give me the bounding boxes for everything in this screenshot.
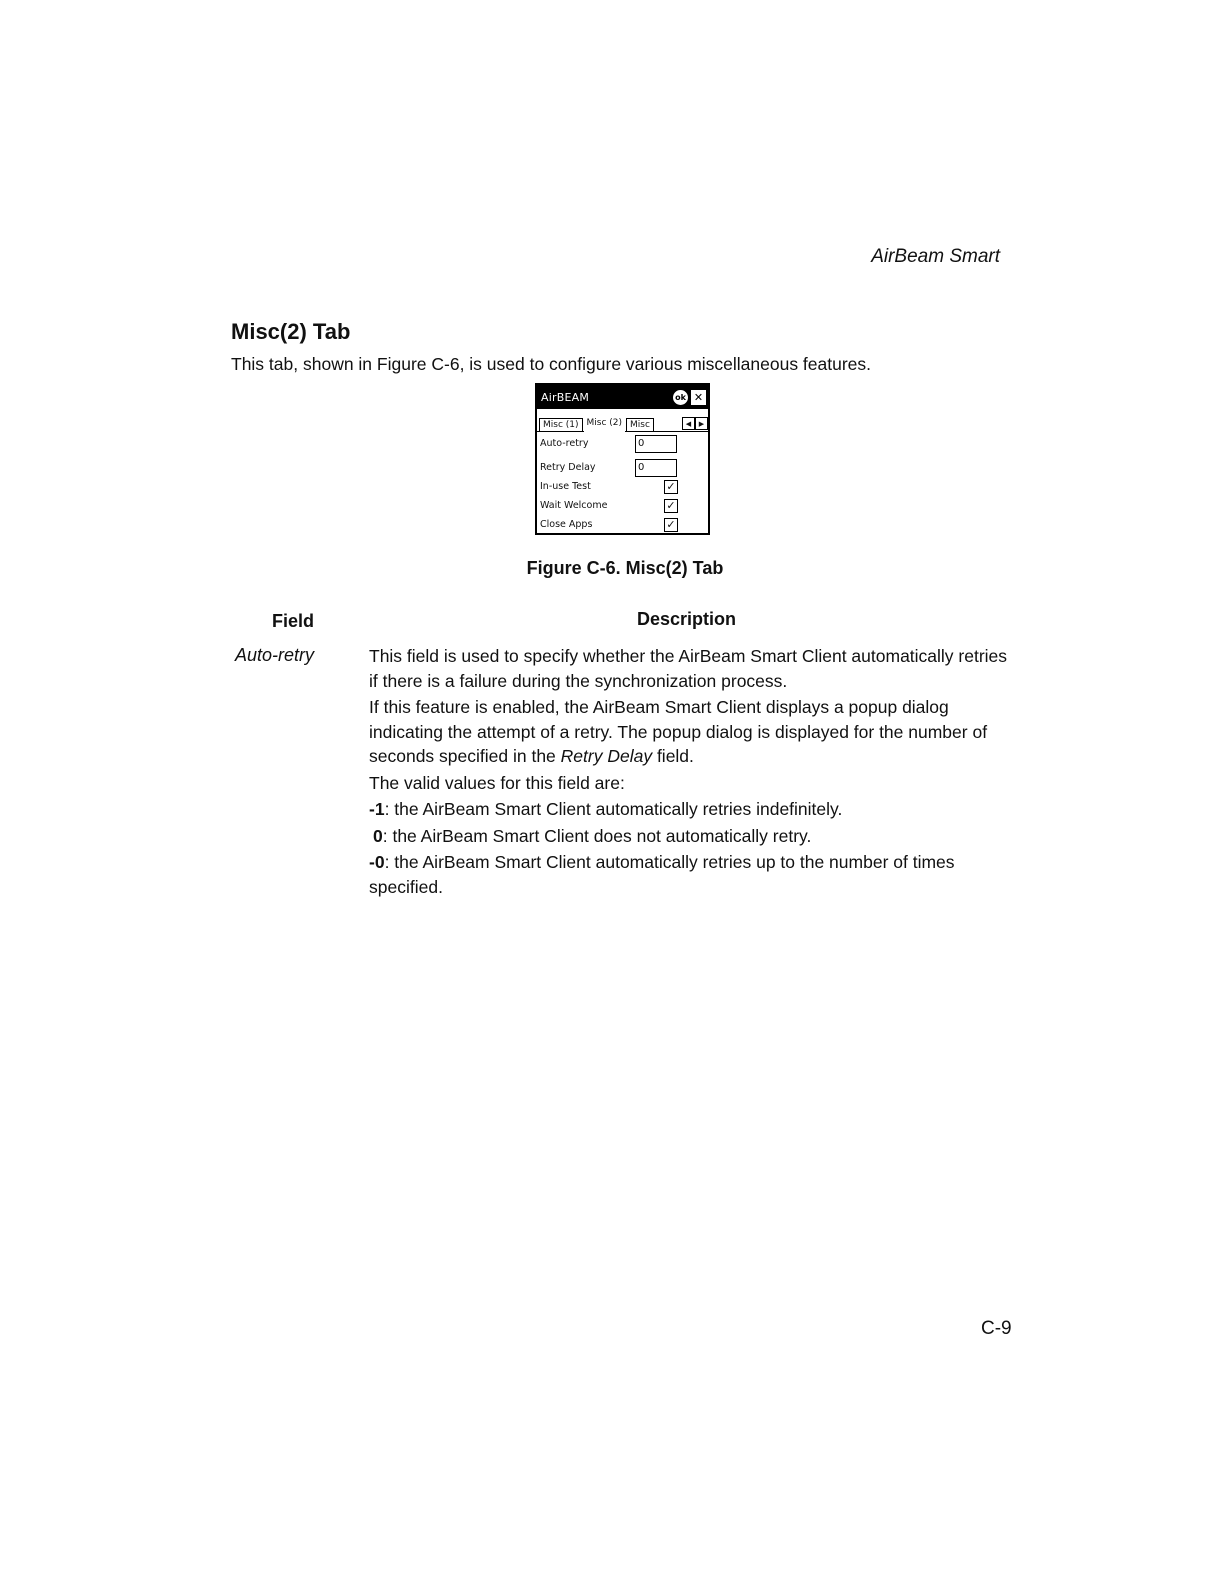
window-title: AirBEAM (541, 390, 590, 404)
in-use-test-row (540, 477, 708, 496)
ok-button[interactable]: ok (673, 390, 688, 405)
wait-welcome-label: Wait Welcome (540, 500, 608, 511)
value-text: : the AirBeam Smart Client automatically retries indefinitely. (384, 799, 843, 819)
section-title: Misc(2) Tab (231, 319, 351, 344)
description-paragraph (369, 695, 1019, 769)
auto-retry-label: Auto-retry (540, 438, 589, 449)
value-item (369, 850, 1019, 899)
running-header: AirBeam Smart (871, 246, 1000, 267)
in-use-test-checkbox[interactable]: ✓ (664, 480, 678, 494)
description-paragraph: The valid values for this field are: (369, 772, 625, 793)
tab-scroll-left-icon[interactable]: ◀ (682, 417, 695, 430)
close-apps-row (540, 515, 708, 534)
field-name-auto-retry: Auto-retry (235, 645, 315, 665)
value-text: : the AirBeam Smart Client does not automatically retry. (382, 825, 812, 846)
wait-welcome-checkbox[interactable]: ✓ (664, 499, 678, 513)
text-run: If this feature is enabled, the AirBeam Smart Client displays a popup dialog indicating the attempt of a retry. The popup dialog is displayed for the number of seconds specified in the (369, 697, 988, 766)
value-item (369, 797, 1019, 822)
page-number: C-9 (981, 1318, 1012, 1339)
in-use-test-label: In-use Test (540, 481, 591, 492)
tab-misc-3[interactable]: Misc (626, 418, 654, 431)
description-column-header: Description (637, 609, 737, 629)
window-titlebar (537, 385, 708, 409)
tab-misc-1[interactable]: Misc (1) (539, 418, 583, 431)
tab-strip (537, 412, 708, 432)
retry-delay-input[interactable]: 0 (635, 459, 677, 477)
retry-delay-reference: Retry Delay (560, 746, 653, 766)
figure-caption: Figure C-6. Misc(2) Tab (526, 558, 724, 578)
description-paragraph: This field is used to specify whether the AirBeam Smart Client automatically retries if there is a failure during the synchronization process. (369, 646, 1008, 691)
value-key: 0 (373, 825, 383, 846)
value-key: -1 (369, 799, 385, 819)
close-apps-label: Close Apps (540, 519, 593, 530)
text-run: field. (652, 746, 694, 766)
value-text: : the AirBeam Smart Client automatically retries up to the number of times specified. (369, 852, 955, 897)
retry-delay-label: Retry Delay (540, 462, 596, 473)
value-item (369, 824, 1019, 849)
tab-misc-2[interactable]: Misc (2) (584, 416, 626, 432)
retry-delay-row (540, 458, 708, 477)
airbeam-window (535, 383, 710, 535)
field-description (369, 644, 1019, 901)
close-apps-checkbox[interactable]: ✓ (664, 518, 678, 532)
auto-retry-row (540, 434, 708, 453)
value-key: -0 (369, 852, 385, 872)
field-column-header: Field (272, 611, 315, 631)
wait-welcome-row (540, 496, 708, 515)
auto-retry-input[interactable]: 0 (635, 435, 677, 453)
close-icon[interactable]: ✕ (691, 390, 706, 405)
tab-scroll-right-icon[interactable]: ▶ (695, 417, 708, 430)
intro-paragraph: This tab, shown in Figure C-6, is used to configure various miscellaneous features. (231, 354, 872, 374)
